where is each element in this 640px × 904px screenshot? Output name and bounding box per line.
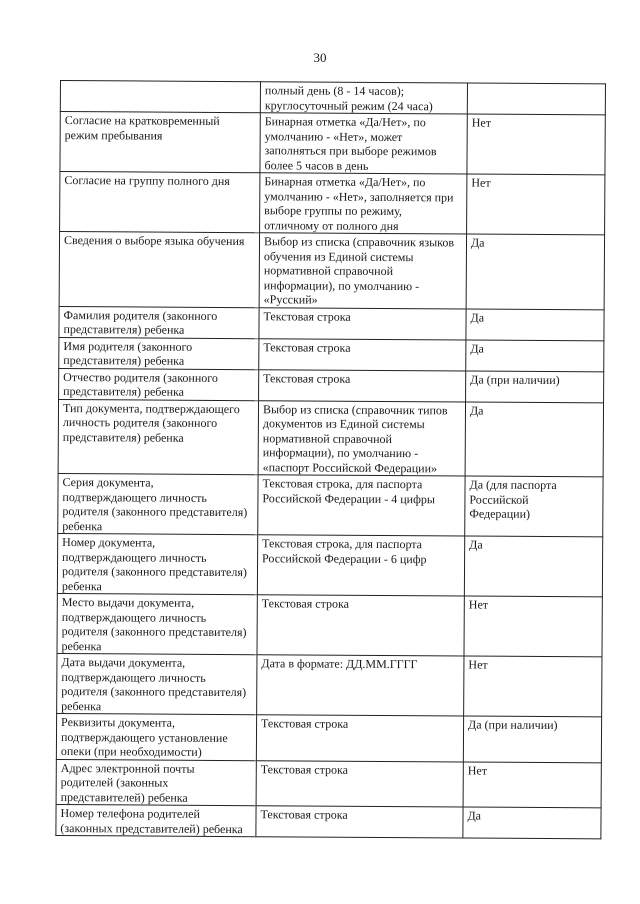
field-name-cell-text: Согласие на группу полного дня — [64, 173, 230, 189]
field-description-cell — [258, 400, 465, 476]
field-description-cell-text: Текстовая строка — [263, 308, 351, 324]
field-description-cell — [257, 535, 464, 596]
field-required-cell — [463, 716, 601, 762]
field-description-cell — [258, 475, 465, 536]
field-name-cell — [57, 653, 257, 714]
field-required-cell-text: Да — [467, 808, 482, 823]
field-description-cell — [259, 307, 466, 339]
field-name-cell-text: Имя родителя (законного представителя) ребенка — [63, 338, 193, 368]
field-required-cell — [466, 308, 604, 340]
field-name-cell-text: Номер документа, подтверждающего личность родителя (законного представителя) ребенка — [61, 535, 247, 593]
field-description-cell — [260, 173, 467, 234]
field-required-cell — [463, 761, 601, 807]
field-name-cell-text: Место выдачи документа, подтверждающего личность родителя (законного представителя) ребенка — [61, 595, 247, 653]
field-name-cell-text: Отчество родителя (законного представителя) ребенка — [63, 369, 218, 399]
field-name-cell — [56, 804, 256, 836]
field-name-cell-text: Дата выдачи документа, подтверждающего личность родителя (законного представителя) ребенка — [61, 655, 247, 713]
field-name-cell — [57, 593, 257, 654]
field-description-cell-text: Текстовая строка — [261, 596, 350, 611]
field-required-cell-text: Нет — [471, 175, 491, 190]
field-required-cell-text: Нет — [468, 597, 489, 612]
field-name-cell — [56, 759, 256, 806]
field-description-cell-text: Текстовая строка — [263, 370, 351, 386]
field-required-cell — [467, 174, 605, 235]
field-description-cell — [259, 233, 466, 309]
field-name-cell — [59, 232, 259, 308]
table-row — [59, 368, 604, 402]
field-description-cell-text: Бинарная отметка «Да/Нет», по умолчанию - «Нет», заполняется при выборе группы по режиму, отличному от полного дня — [264, 174, 454, 233]
field-required-cell-text: Да — [470, 341, 484, 356]
field-required-cell — [465, 476, 603, 537]
table-row — [59, 337, 604, 371]
field-name-cell — [56, 713, 256, 760]
table-row — [59, 306, 604, 340]
field-name-cell-text: Согласие на кратковременный режим пребывания — [64, 113, 220, 143]
field-description-cell-text: Выбор из списка (справочник языков обучения из Единой системы нормативной справочной информации), по умолчанию - «Русский» — [263, 234, 455, 307]
field-description-cell — [256, 760, 463, 807]
field-name-cell — [60, 172, 260, 233]
requirements-table — [55, 80, 606, 839]
table-row — [57, 653, 602, 716]
field-description-cell-text: Дата в формате: ДД.ММ.ГГГГ — [261, 656, 418, 672]
field-required-cell-text: Да — [470, 310, 485, 325]
field-name-cell-text: Сведения о выборе языка обучения — [63, 233, 245, 249]
field-name-cell-text: Адрес электронной почты родителей (законных представителей) ребенка — [60, 760, 195, 805]
field-description-cell-text: Текстовая строка, для паспорта Российской Федерации - 4 цифры — [262, 476, 435, 506]
field-name-cell — [58, 399, 258, 475]
table-row — [60, 172, 605, 235]
field-name-cell-text: Реквизиты документа, подтверждающего установление опеки (при необходимости) — [60, 715, 228, 759]
field-required-cell-text — [472, 85, 601, 86]
field-required-cell-text: Да (для паспорта Российской Федерации) — [469, 477, 557, 521]
table-row — [56, 804, 601, 838]
table-row — [60, 112, 605, 175]
field-name-cell-text — [65, 82, 256, 83]
field-name-cell-text: Серия документа, подтверждающего личность родителя (законного представителя) ребенка — [62, 475, 248, 533]
table-row — [59, 232, 604, 310]
field-name-cell-text: Фамилия родителя (законного представителя) ребенка — [63, 307, 218, 337]
field-description-cell — [257, 655, 464, 716]
table-body — [56, 81, 606, 839]
field-required-cell — [467, 83, 605, 115]
field-description-cell — [256, 806, 463, 838]
field-required-cell-text: Да (при наличии) — [468, 717, 558, 733]
field-description-cell — [259, 369, 466, 401]
field-required-cell-text: Да (при наличии) — [470, 372, 560, 387]
field-name-cell — [59, 306, 259, 338]
field-description-cell-text: Бинарная отметка «Да/Нет», по умолчанию - «Нет», может заполняться при выборе режимов более 5 часов в день — [264, 114, 437, 173]
field-name-cell — [57, 533, 257, 594]
field-required-cell-text: Нет — [471, 115, 492, 130]
field-description-cell — [260, 113, 467, 174]
field-description-cell-text: Текстовая строка — [261, 716, 349, 731]
field-required-cell-text: Да — [469, 537, 483, 552]
field-required-cell — [465, 401, 603, 476]
field-description-cell-text: Текстовая строка — [260, 761, 349, 777]
field-description-cell-text: Текстовая строка, для паспорта Российской Федерации - 6 цифр — [262, 536, 427, 566]
field-description-cell-text: Текстовая строка — [263, 339, 351, 355]
field-name-cell — [59, 337, 259, 369]
field-required-cell — [467, 114, 605, 175]
field-required-cell — [466, 234, 604, 309]
table-row — [60, 81, 605, 115]
field-required-cell — [464, 656, 602, 717]
table-row — [56, 713, 601, 762]
field-name-cell — [60, 112, 260, 173]
page-number: 30 — [313, 50, 327, 65]
table-row — [56, 759, 601, 808]
field-required-cell — [464, 536, 602, 597]
table-row — [58, 473, 603, 536]
field-name-cell — [59, 368, 259, 400]
field-required-cell — [464, 596, 602, 657]
field-name-cell — [58, 473, 258, 534]
field-description-cell — [257, 595, 464, 656]
field-required-cell-text: Нет — [468, 657, 488, 672]
field-description-cell-text: Выбор из списка (справочник типов документов из Единой системы нормативной справочной информации), по умолчанию - «паспорт Российской Федерации» — [262, 401, 448, 475]
field-required-cell-text: Да — [469, 403, 484, 418]
table-row — [58, 399, 603, 477]
field-required-cell — [466, 339, 604, 371]
field-required-cell — [466, 370, 604, 402]
field-description-cell-text: Текстовая строка — [260, 807, 348, 822]
field-required-cell-text: Да — [470, 235, 485, 250]
field-name-cell-text: Номер телефона родителей (законных представителей) ребенка — [60, 806, 243, 836]
table-row — [57, 593, 602, 656]
field-required-cell — [463, 807, 601, 839]
field-description-cell — [260, 82, 467, 114]
field-description-cell — [259, 338, 466, 370]
field-name-cell — [60, 81, 260, 113]
field-required-cell-text: Нет — [467, 763, 488, 778]
field-description-cell — [256, 715, 463, 762]
field-description-cell-text: полный день (8 - 14 часов); круглосуточный режим (24 часа) — [264, 83, 433, 113]
field-name-cell-text: Тип документа, подтверждающего личность родителя (законного представителя) ребенка — [62, 400, 240, 445]
table-row — [57, 533, 602, 596]
